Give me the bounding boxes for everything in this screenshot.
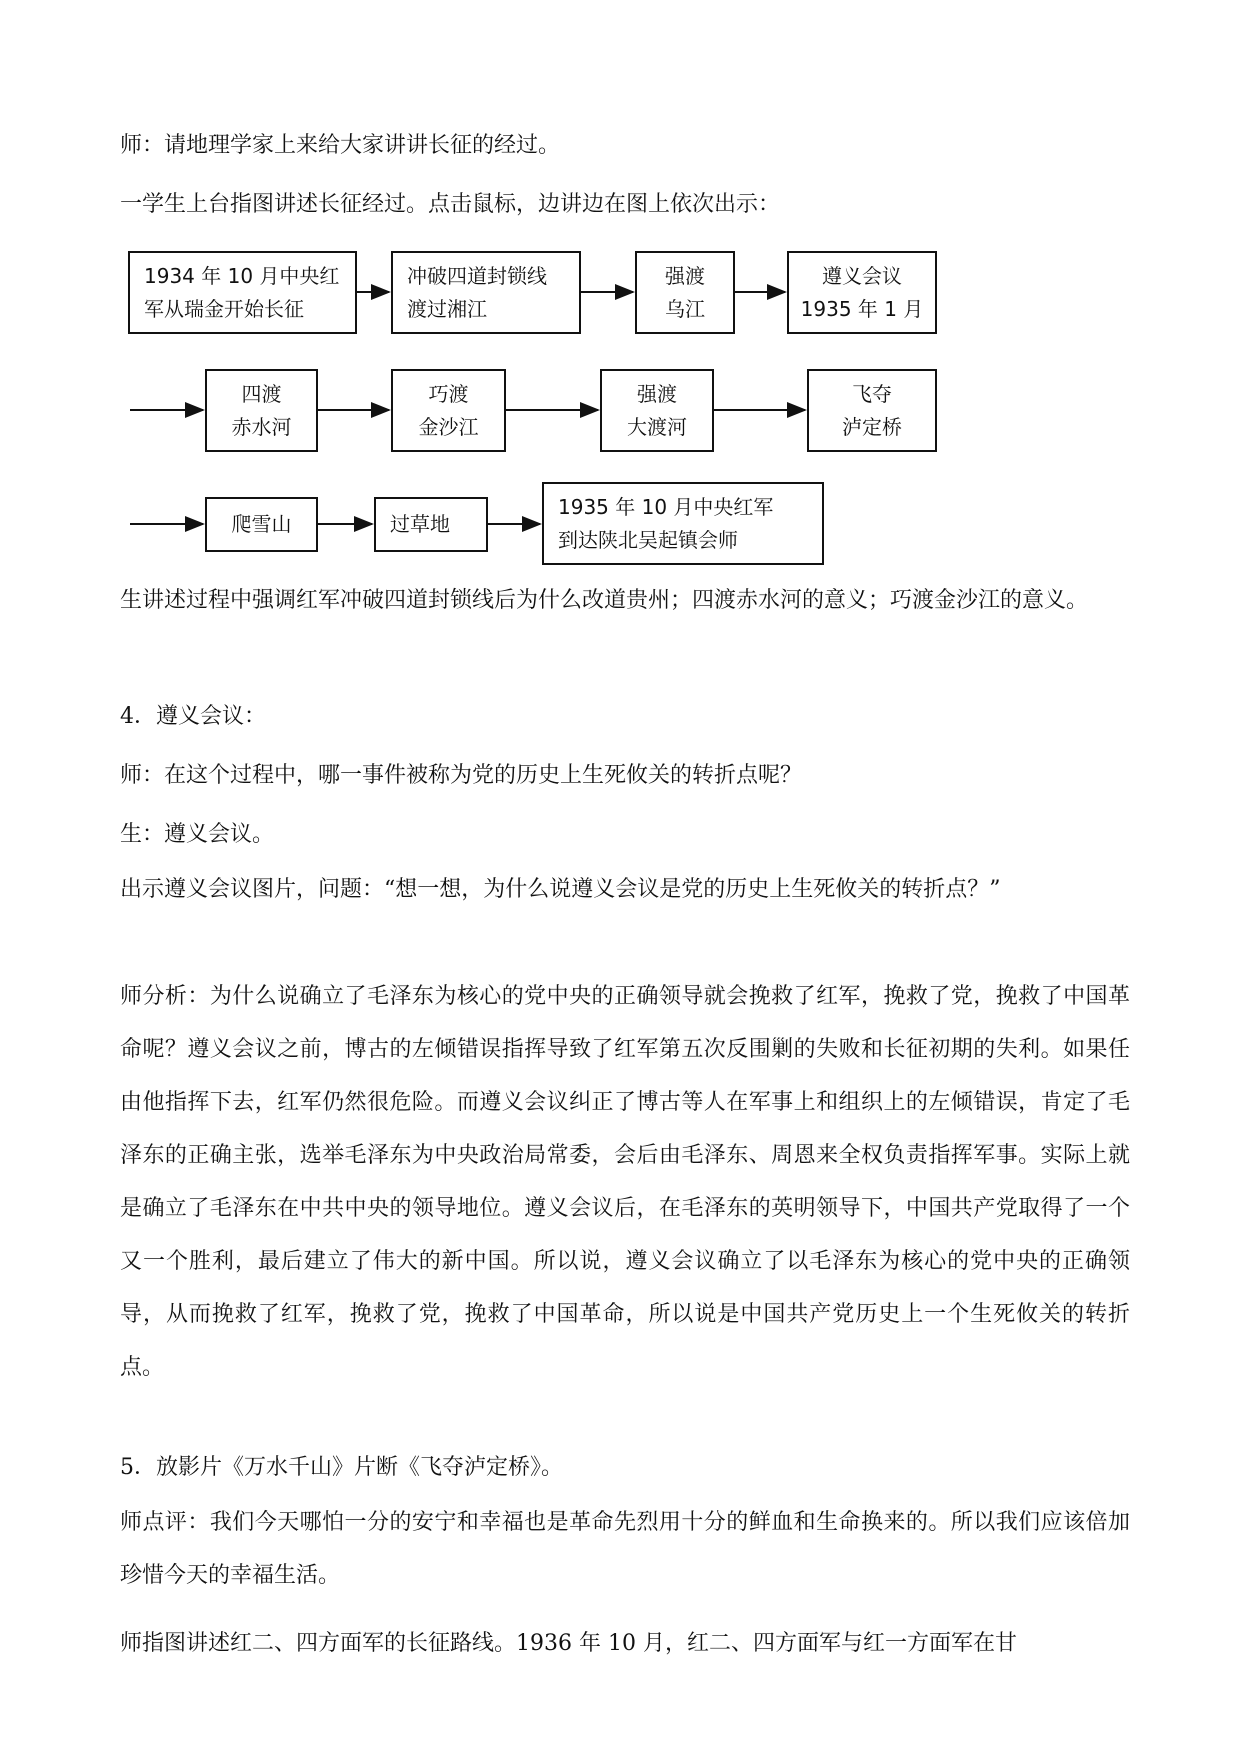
flow-box-arrival: 1935 年 10 月中央红军 到达陕北吴起镇会师: [542, 482, 824, 565]
flow-box-zunyi: 遵义会议 1935 年 1 月: [787, 251, 937, 334]
teacher-route-narration: 师指图讲述红二、四方面军的长征路线。1936 年 10 月，红二、四方面军与红一方面军在甘: [120, 1631, 1017, 1656]
flow-box-snow-mountain: 爬雪山: [205, 497, 318, 552]
flow-box-chishui: 四渡 赤水河: [205, 369, 318, 452]
flow-box-start: 1934 年 10 月中央红 军从瑞金开始长征: [128, 251, 357, 334]
teacher-analysis: 师分析：为什么说确立了毛泽东为核心的党中央的正确领导就会挽救了红军，挽救了党，挽救了中国革命呢？遵义会议之前，博古的左倾错误指挥导致了红军第五次反围剿的失败和长征初期的失利。如果任由他指挥下去，红军仍然很危险。而遵义会议纠正了博古等人在军事上和组织上的左倾错误，肯定了毛泽东的正确主张，选举毛泽东为中央政治局常委，会后由毛泽东、周恩来全权负责指挥军事。实际上就是确立了毛泽东在中共中央的领导地位。遵义会议后，在毛泽东的英明领导下，中国共产党取得了一个又一个胜利，最后建立了伟大的新中国。所以说，遵义会议确立了以毛泽东为核心的党中央的正确领导，从而挽救了红军，挽救了党，挽救了中国革命，所以说是中国共产党历史上一个生死攸关的转折点。: [120, 984, 1130, 1380]
teacher-comment: 师点评：我们今天哪怕一分的安宁和幸福也是革命先烈用十分的鲜血和生命换来的。所以我们应该倍加珍惜今天的幸福生活。: [120, 1510, 1130, 1588]
intro-line-2: 一学生上台指图讲述长征经过。点击鼠标，边讲边在图上依次出示：: [120, 192, 781, 217]
teacher-question-1: 师：在这个过程中，哪一事件被称为党的历史上生死攸关的转折点呢？: [120, 763, 803, 788]
teacher-question-2: 出示遵义会议图片，问题：“想一想，为什么说遵义会议是党的历史上生死攸关的转折点？”: [120, 877, 1001, 902]
flow-box-dadu: 强渡 大渡河: [600, 369, 714, 452]
flow-box-jinsha: 巧渡 金沙江: [391, 369, 506, 452]
section-heading-5: 5．放影片《万水千山》片断《飞夺泸定桥》。: [120, 1455, 563, 1480]
section-heading-4: 4．遵义会议：: [120, 704, 266, 729]
paragraph-student-narration: 生讲述过程中强调红军冲破四道封锁线后为什么改道贵州；四渡赤水河的意义；巧渡金沙江的意义。: [120, 588, 1089, 613]
flow-box-wujiang: 强渡 乌江: [635, 251, 735, 334]
student-answer-1: 生：遵义会议。: [120, 822, 275, 847]
flow-box-xiangjiang: 冲破四道封锁线 渡过湘江: [391, 251, 581, 334]
flow-box-grassland: 过草地: [374, 497, 488, 552]
intro-line-1: 师：请地理学家上来给大家讲讲长征的经过。: [120, 133, 561, 158]
flow-box-luding: 飞夺 泸定桥: [807, 369, 937, 452]
